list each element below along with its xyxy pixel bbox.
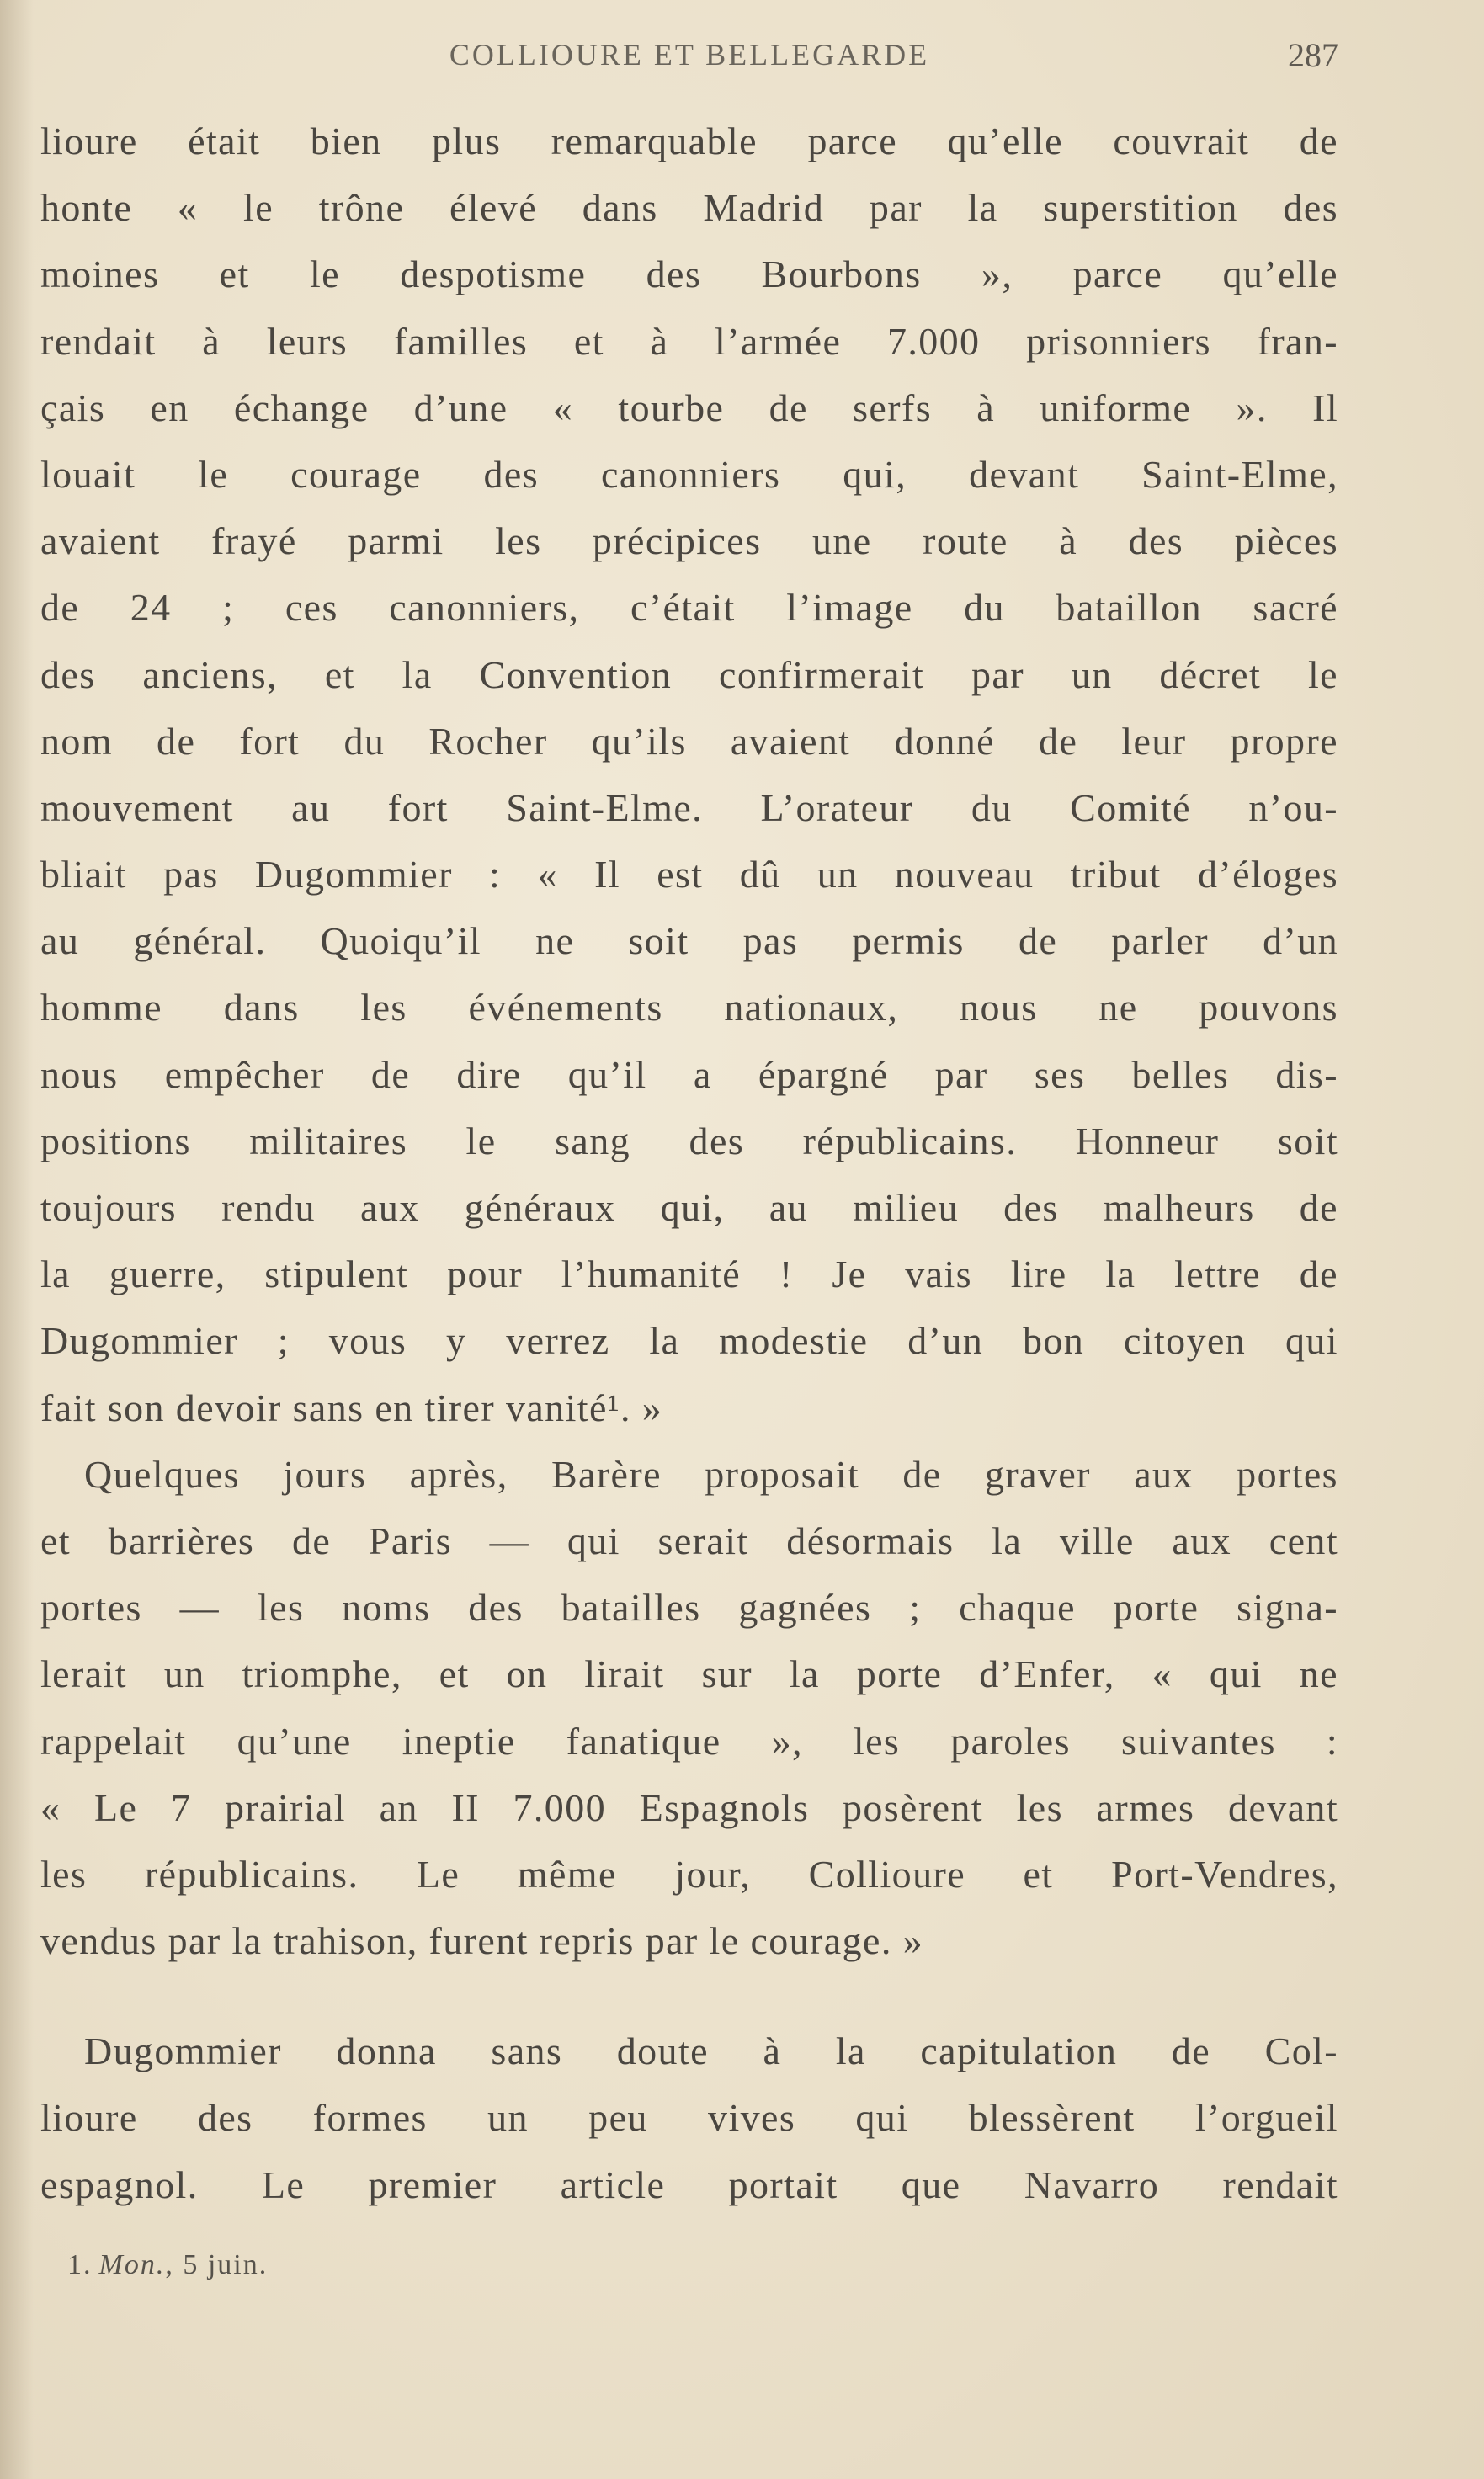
- text-line: rendait à leurs familles et à l’armée 7.000 prisonniers fran-: [40, 319, 1338, 363]
- text-line: çais en échange d’une « tourbe de serfs à uniforme ». Il: [40, 386, 1338, 429]
- text-line: avaient frayé parmi les précipices une route à des pièces: [40, 519, 1338, 563]
- text-line: portes — les noms des batailles gagnées ; chaque porte signa-: [40, 1586, 1338, 1630]
- text-line: moines et le despotisme des Bourbons », parce qu’elle: [40, 253, 1338, 296]
- footnote-mark: 1.: [67, 2249, 93, 2280]
- paragraph-2: [40, 1441, 1338, 1975]
- text-line: au général. Quoiqu’il ne soit pas permis de parler d’un: [40, 919, 1338, 963]
- text-line: nous empêcher de dire qu’il a épargné par ses belles dis-: [40, 1052, 1338, 1096]
- text-line: vendus par la trahison, furent repris par le courage. »: [40, 1919, 924, 1963]
- text-line: Quelques jours après, Barère proposait de graver aux portes: [84, 1452, 1338, 1496]
- text-line: Dugommier ; vous y verrez la modestie d’un bon citoyen qui: [40, 1319, 1338, 1363]
- footnote-text: , 5 juin.: [165, 2249, 269, 2280]
- text-line: lioure était bien plus remarquable parce qu’elle couvrait de: [40, 120, 1338, 162]
- binding-shadow: [0, 0, 34, 2479]
- text-line: honte « le trône élevé dans Madrid par la superstition des: [40, 186, 1338, 230]
- page-header: [40, 32, 1338, 82]
- text-line: positions militaires le sang des républicains. Honneur soit: [40, 1119, 1338, 1162]
- text-line: de 24 ; ces canonniers, c’était l’image du bataillon sacré: [40, 586, 1338, 630]
- text-line: louait le courage des canonniers qui, devant Saint-Elme,: [40, 452, 1338, 496]
- text-line: homme dans les événements nationaux, nous ne pouvons: [40, 986, 1338, 1029]
- text-line: espagnol. Le premier article portait que Navarro rendait: [40, 2162, 1338, 2206]
- paragraph-gap: [40, 1974, 1338, 2018]
- text-line: et barrières de Paris — qui serait désormais la ville aux cent: [40, 1519, 1338, 1562]
- paragraph-3: [40, 2018, 1338, 2218]
- text-line: toujours rendu aux généraux qui, au milieu des malheurs de: [40, 1186, 1338, 1229]
- text-line: fait son devoir sans en tirer vanité¹. »: [40, 1386, 663, 1429]
- text-line: la guerre, stipulent pour l’humanité ! Je vais lire la lettre de: [40, 1253, 1338, 1296]
- text-line: des anciens, et la Convention confirmerait par un décret le: [40, 652, 1338, 696]
- footnote: [67, 2249, 1246, 2281]
- text-line: lerait un triomphe, et on lirait sur la porte d’Enfer, « qui ne: [40, 1652, 1338, 1696]
- paragraph-1: [40, 108, 1338, 1441]
- text-line: mouvement au fort Saint-Elme. L’orateur du Comité n’ou-: [40, 785, 1338, 829]
- footnote-abbreviation: Mon.: [98, 2249, 166, 2280]
- body-text: [40, 108, 1338, 2218]
- text-line: lioure des formes un peu vives qui blessèrent l’orgueil: [40, 2096, 1338, 2140]
- text-line: Dugommier donna sans doute à la capitulation de Col-: [84, 2029, 1338, 2073]
- page-number: 287: [1288, 36, 1338, 74]
- running-title: COLLIOURE ET BELLEGARDE: [449, 38, 930, 72]
- text-line: bliait pas Dugommier : « Il est dû un nouveau tribut d’éloges: [40, 853, 1338, 896]
- text-line: « Le 7 prairial an II 7.000 Espagnols posèrent les armes devant: [40, 1785, 1338, 1829]
- text-line: nom de fort du Rocher qu’ils avaient donné de leur propre: [40, 719, 1338, 763]
- text-line: rappelait qu’une ineptie fanatique », les paroles suivantes :: [40, 1719, 1338, 1763]
- text-line: les républicains. Le même jour, Collioure et Port-Vendres,: [40, 1852, 1338, 1896]
- footnote-area: [67, 2249, 1246, 2281]
